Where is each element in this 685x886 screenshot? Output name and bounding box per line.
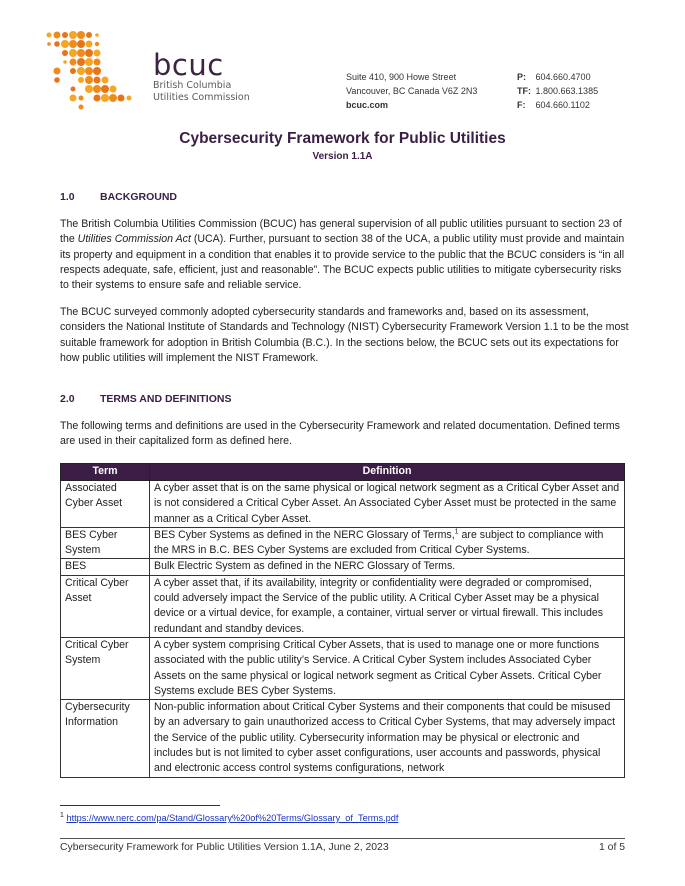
logo-dot — [110, 86, 117, 93]
definition-cell — [150, 527, 625, 559]
logo-dot — [95, 33, 99, 37]
address-block — [346, 70, 477, 112]
table-row — [61, 637, 625, 699]
logo-dot — [101, 85, 109, 93]
table-header-row — [61, 464, 625, 481]
fax-row — [517, 98, 598, 112]
table-row — [61, 527, 625, 559]
section-number: 2.0 — [60, 393, 75, 405]
brand-block — [153, 50, 250, 104]
logo-dot — [77, 31, 85, 39]
logo-dot — [70, 59, 77, 66]
bcuc-logo-dots-icon — [40, 30, 140, 114]
logo-dot — [85, 49, 93, 57]
table-row — [61, 481, 625, 528]
logo-dot — [77, 67, 85, 75]
section-title: TERMS AND DEFINITIONS — [100, 393, 232, 405]
logo-dot — [77, 40, 85, 48]
page-number: 1 of 5 — [599, 842, 625, 853]
phone-label: P: — [517, 72, 526, 82]
phone-row — [517, 70, 598, 84]
tollfree-number: 1.800.663.1385 — [535, 86, 599, 96]
address-line-1: Suite 410, 900 Howe Street — [346, 72, 457, 82]
section-number: 1.0 — [60, 191, 75, 203]
logo-dot — [69, 40, 77, 48]
paragraph-text: The British Columbia Utilities Commission (BCUC) has general supervision of all public utilities pursuant to section 23 of the — [60, 218, 622, 246]
brand-subtitle-2: Utilities Commission — [153, 92, 250, 103]
logo-dot — [62, 50, 68, 56]
table-row — [61, 559, 625, 575]
logo-dot — [54, 32, 61, 39]
definitions-table — [60, 463, 625, 778]
footnote-separator — [60, 805, 220, 806]
footnote-reference[interactable]: 1 — [454, 528, 459, 536]
footnote-number: 1 — [60, 811, 64, 819]
address-line-2: Vancouver, BC Canada V6Z 2N3 — [346, 86, 478, 96]
term-cell: Critical Cyber Asset — [61, 575, 150, 637]
fax-label: F: — [517, 100, 526, 110]
column-header-term: Term — [61, 464, 150, 481]
logo-dot — [85, 58, 93, 66]
document-title: Cybersecurity Framework for Public Utilities — [179, 130, 506, 147]
paragraph-text: (UCA). Further, pursuant to section 38 of the UCA, a public utility must provide and maintain its property and equipment in a condition that enables it to provide service to the public that the BCUC considers is “in all respects adequate, safe, efficient, just and reasonable”. The BCUC expects public utilities to mitigate cybersecurity risks to their systems to ensure safe and reliable service. — [60, 233, 625, 292]
document-version: Version 1.1A — [312, 151, 373, 162]
tollfree-label: TF: — [517, 86, 531, 96]
logo-dot — [69, 49, 77, 57]
definition-cell: Non-public information about Critical Cyber Systems and their components that could be misused by an adversary to gain unauthorized access to Critical Cyber Systems, that may adversely impact the Service of the public utility. Cybersecurity information may be physical or electronic and includes but is not limited to cyber asset configurations, user accounts and passwords, physical and electronic access control systems configurations, network — [150, 700, 625, 777]
definition-text: BES Cyber Systems as defined in the NERC Glossary of Terms, — [154, 528, 455, 541]
background-paragraph-1 — [60, 217, 630, 293]
act-name-italic: Utilities Commission Act — [77, 233, 191, 246]
footnote — [60, 813, 398, 823]
tollfree-row — [517, 84, 598, 98]
logo-dot — [69, 31, 77, 39]
logo-dot — [85, 85, 93, 93]
definition-cell: A cyber system comprising Critical Cyber Assets, that is used to manage one or more functions associated with the public utility’s Service. A Critical Cyber System includes Associated Cyber Assets on the same physical or logical network segment as Critical Cyber Assets. Critical Cyber Systems exclude BES Cyber Systems. — [150, 637, 625, 699]
logo-dot — [94, 50, 101, 57]
logo-dot — [93, 67, 101, 75]
logo-dot — [54, 68, 61, 75]
logo-dot — [118, 95, 125, 102]
website-link[interactable]: bcuc.com — [346, 100, 389, 110]
logo-dot — [70, 95, 77, 102]
fax-number: 604.660.1102 — [535, 100, 590, 110]
table-row — [61, 575, 625, 637]
term-cell: BES — [61, 559, 150, 575]
logo-dot — [85, 67, 93, 75]
logo-dot — [94, 77, 101, 84]
logo-dot — [79, 96, 84, 101]
term-cell: Cybersecurity Information — [61, 700, 150, 777]
section-title: BACKGROUND — [100, 191, 177, 203]
logo-dot — [95, 42, 99, 46]
logo-dot — [54, 41, 60, 47]
logo-dot — [94, 95, 101, 102]
background-paragraph-2: The BCUC surveyed commonly adopted cybersecurity standards and frameworks and, based on its assessment, considers the National Institute of Standards and Technology (NIST) Cybersecurity Framework Version 1.1 to be the most suitable framework for adoption in British Columbia (B.C.). In the sections below, the BCUC sets out its expectations for how public utilities will implement the NIST Framework. — [60, 306, 629, 364]
logo-dot — [79, 105, 84, 110]
logo-dot — [77, 58, 85, 66]
logo-dot — [70, 68, 76, 74]
contact-block — [517, 70, 598, 112]
logo-dot — [101, 94, 109, 102]
logo-dot — [86, 32, 92, 38]
logo-dot — [77, 49, 85, 57]
footer-separator — [60, 838, 625, 839]
logo-dot — [61, 40, 69, 48]
logo-dot — [71, 87, 76, 92]
logo-dot — [62, 32, 68, 38]
section-heading-background — [60, 191, 177, 203]
term-cell: Critical Cyber System — [61, 637, 150, 699]
definition-text: are subject to compliance with the MRS in B.C. BES Cyber Systems are excluded from Critical Cyber Systems. — [154, 528, 604, 557]
term-cell: Associated Cyber Asset — [61, 481, 150, 528]
terms-intro-paragraph: The following terms and definitions are used in the Cybersecurity Framework and related documentation. Defined terms are used in their capitalized form as defined here. — [60, 420, 620, 448]
logo-dot — [63, 60, 67, 64]
logo-dot — [93, 85, 101, 93]
logo-dot — [54, 77, 60, 83]
footer-document-info: Cybersecurity Framework for Public Utilities Version 1.1A, June 2, 2023 — [60, 842, 389, 853]
logo-dot — [102, 77, 109, 84]
logo-dot — [127, 96, 132, 101]
footnote-link[interactable]: https://www.nerc.com/pa/Stand/Glossary%20of%20Terms/Glossary_of_Terms.pdf — [66, 813, 399, 823]
logo-dot — [86, 41, 93, 48]
definition-cell: Bulk Electric System as defined in the NERC Glossary of Terms. — [150, 559, 625, 575]
logo-dot — [109, 94, 117, 102]
logo-dot — [94, 59, 101, 66]
logo-dot — [85, 76, 93, 84]
definition-cell: A cyber asset that, if its availability, integrity or confidentiality were degraded or compromised, could adversely impact the Service of the public utility. A Critical Cyber Asset may be a physical device or a virtual device, for example, a container, virtual server or virtual firewall. This includes redundant and standby devices. — [150, 575, 625, 637]
logo-dot — [78, 77, 84, 83]
logo-dot — [47, 42, 51, 46]
column-header-definition: Definition — [150, 464, 625, 481]
section-heading-terms — [60, 393, 231, 405]
brand-wordmark: bcuc — [153, 48, 224, 82]
logo-dot — [47, 33, 52, 38]
phone-number: 604.660.4700 — [535, 72, 591, 82]
term-cell: BES Cyber System — [61, 527, 150, 559]
brand-subtitle-1: British Columbia — [153, 80, 232, 91]
definition-cell: A cyber asset that is on the same physical or logical network segment as a Critical Cyber Asset and is not considered a Critical Cyber Asset. An Associated Cyber Asset must be protected in the same manner as a Critical Cyber Asset. — [150, 481, 625, 528]
table-row — [61, 700, 625, 777]
